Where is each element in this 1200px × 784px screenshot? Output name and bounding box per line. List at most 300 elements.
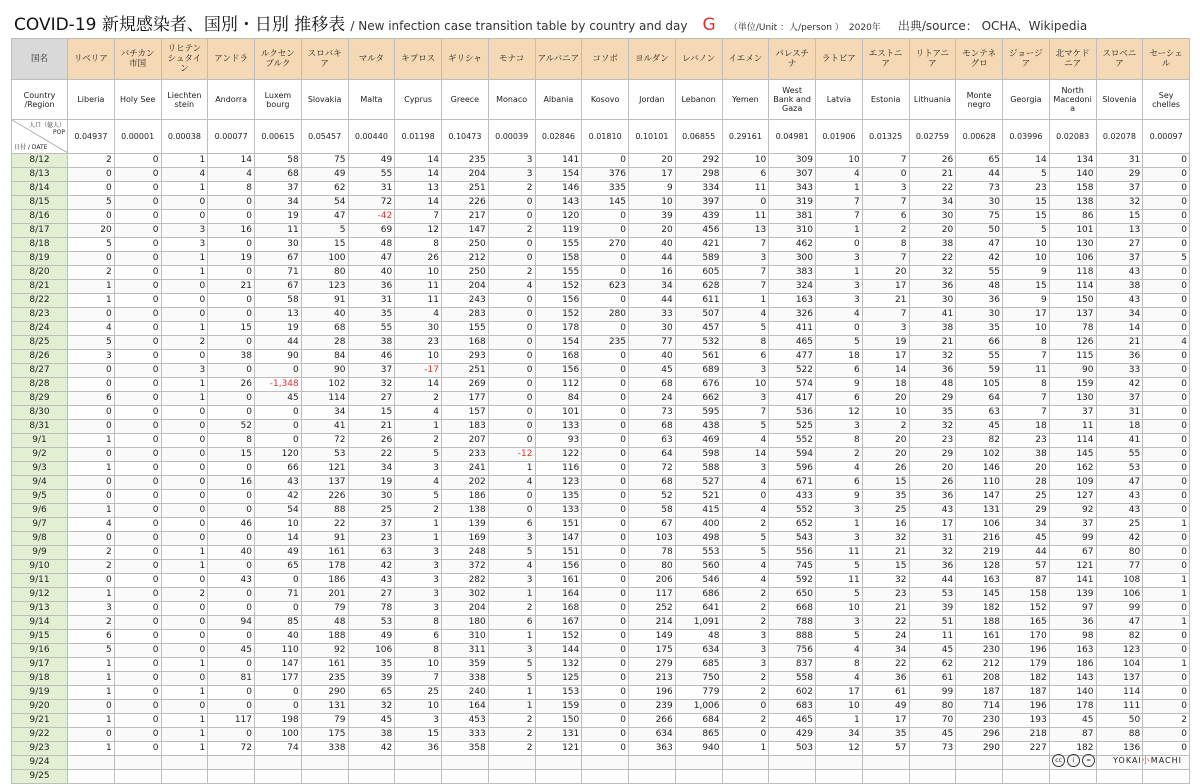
case-cell: 1 [161,546,208,560]
case-cell: 17 [909,518,956,532]
case-cell: 1 [68,658,115,672]
case-cell: 0 [68,574,115,588]
date-cell: 9/11 [12,574,68,588]
case-cell: 65 [255,560,302,574]
case-cell: 0 [488,504,535,518]
case-cell: 29 [909,448,956,462]
case-cell: 26 [909,154,956,168]
case-cell: 0 [208,196,255,210]
case-cell: 30 [395,322,442,336]
case-cell: 0 [208,686,255,700]
case-cell: 15 [348,406,395,420]
case-cell: 11 [816,546,863,560]
case-cell: 82 [1096,630,1143,644]
case-cell: 779 [675,686,722,700]
case-cell [395,756,442,770]
case-cell: 0 [1143,448,1190,462]
case-cell: 3 [816,294,863,308]
case-cell: 168 [535,602,582,616]
case-cell: 114 [301,392,348,406]
case-cell: 226 [301,490,348,504]
case-cell: 63 [629,434,676,448]
case-cell: 186 [301,574,348,588]
case-cell: 536 [769,406,816,420]
case-cell: 196 [1003,644,1050,658]
case-cell: 70 [909,714,956,728]
case-cell: 2 [862,224,909,238]
case-cell: 162 [1049,462,1096,476]
case-cell: 81 [208,672,255,686]
case-cell: 131 [535,728,582,742]
case-cell: 522 [769,364,816,378]
case-cell: 144 [535,644,582,658]
case-cell: 32 [348,700,395,714]
population-cell: 0.00038 [161,120,208,154]
case-cell: 2 [161,588,208,602]
case-cell: 20 [1003,462,1050,476]
case-cell: 36 [909,560,956,574]
case-cell: 23 [348,532,395,546]
case-cell: 6 [488,518,535,532]
case-cell: 67 [1049,546,1096,560]
table-row [12,476,1190,490]
case-cell: 6 [68,392,115,406]
country-name-ja: リヒテンシュタイン [161,39,208,80]
case-cell [862,756,909,770]
case-cell: 17 [629,168,676,182]
case-cell: 114 [1049,434,1096,448]
case-cell: -1,348 [255,378,302,392]
case-cell: 652 [769,518,816,532]
case-cell: 91 [301,294,348,308]
case-cell: 53 [348,616,395,630]
case-cell: 198 [255,714,302,728]
case-cell: 15 [1003,196,1050,210]
case-cell: 0 [582,672,629,686]
case-cell [816,756,863,770]
case-cell: 15 [208,448,255,462]
case-cell: 334 [675,182,722,196]
case-cell: 119 [535,224,582,238]
case-cell: 20 [862,448,909,462]
case-cell: 4 [816,168,863,182]
case-cell: 0 [68,182,115,196]
case-cell: 3 [722,630,769,644]
case-cell: 0 [114,644,161,658]
case-cell: 74 [255,742,302,756]
case-cell: 507 [675,308,722,322]
case-cell: 0 [582,294,629,308]
case-cell: 0 [1143,154,1190,168]
case-cell: 178 [301,560,348,574]
case-cell: 53 [301,448,348,462]
country-name-en: Cyprus [395,80,442,120]
case-cell: 45 [208,644,255,658]
case-cell: 45 [348,714,395,728]
case-cell: 36 [862,672,909,686]
case-cell: 156 [535,364,582,378]
case-cell: 216 [956,532,1003,546]
case-cell: 29 [1003,504,1050,518]
case-cell: 14 [395,168,442,182]
case-cell: 49 [255,546,302,560]
case-cell: 39 [348,672,395,686]
case-cell: 178 [1049,700,1096,714]
case-cell: 1 [68,672,115,686]
case-cell: 8 [816,434,863,448]
case-cell: 300 [769,252,816,266]
table-row [12,350,1190,364]
case-cell: 42 [1096,532,1143,546]
case-cell: 521 [675,490,722,504]
case-cell: 43 [1096,504,1143,518]
table-row [12,490,1190,504]
case-cell: 2 [722,518,769,532]
case-cell [816,770,863,784]
case-cell: 11 [255,224,302,238]
case-cell: 14 [395,196,442,210]
case-cell: 98 [1049,630,1096,644]
case-cell: 155 [535,238,582,252]
case-cell: 20 [909,462,956,476]
case-cell: 15 [208,322,255,336]
case-cell: 30 [255,238,302,252]
case-cell: 7 [1003,406,1050,420]
table-row [12,574,1190,588]
case-cell: 4 [816,308,863,322]
country-name-en: Holy See [114,80,161,120]
case-cell: 164 [535,588,582,602]
case-cell: 38 [909,322,956,336]
case-cell: 546 [675,574,722,588]
table-row [12,392,1190,406]
table-row [12,168,1190,182]
case-cell: 0 [161,518,208,532]
case-cell: 31 [348,182,395,196]
case-cell: 97 [1049,602,1096,616]
case-cell: 55 [348,322,395,336]
case-cell: 1 [1143,518,1190,532]
case-cell: 27 [348,588,395,602]
case-cell: 85 [255,616,302,630]
case-cell: 0 [255,602,302,616]
case-cell: 0 [114,350,161,364]
case-cell [114,770,161,784]
table-row [12,714,1190,728]
case-cell: 1 [161,742,208,756]
infection-table [11,38,1190,784]
case-cell: 0 [582,644,629,658]
case-cell [301,770,348,784]
date-label: 日付 / DATE [14,144,48,151]
case-cell: 47 [956,238,1003,252]
case-cell: 0 [582,742,629,756]
table-row [12,504,1190,518]
case-cell: 0 [1143,546,1190,560]
date-cell: 8/31 [12,420,68,434]
case-cell: 11 [395,294,442,308]
case-cell: 167 [535,616,582,630]
case-cell: 4 [816,462,863,476]
date-cell: 9/6 [12,504,68,518]
case-cell: 22 [909,252,956,266]
case-cell: 102 [301,378,348,392]
date-cell: 8/23 [12,308,68,322]
date-cell: 8/17 [12,224,68,238]
case-cell: 0 [208,630,255,644]
population-cell: 0.00077 [208,120,255,154]
case-cell: 0 [582,686,629,700]
table-row [12,532,1190,546]
case-cell: 108 [1096,574,1143,588]
case-cell: 683 [769,700,816,714]
case-cell: 532 [675,336,722,350]
case-cell: 72 [208,742,255,756]
case-cell: 0 [208,308,255,322]
date-cell: 8/26 [12,350,68,364]
case-cell: 0 [255,406,302,420]
country-name-en: Slovakia [301,80,348,120]
country-name-ja: マルタ [348,39,395,80]
case-cell: 3 [68,350,115,364]
case-cell: 36 [909,490,956,504]
case-cell: 2 [862,420,909,434]
table-row [12,238,1190,252]
country-name-en: Estonia [862,80,909,120]
table-row [12,210,1190,224]
case-cell: 319 [769,196,816,210]
date-cell: 8/19 [12,252,68,266]
population-cell: 0.02078 [1096,120,1143,154]
case-cell: 1 [68,462,115,476]
case-cell: 21 [909,336,956,350]
case-cell: 3 [816,532,863,546]
case-cell: 310 [769,224,816,238]
case-cell: 0 [1143,406,1190,420]
case-cell: 457 [675,322,722,336]
case-cell: 0 [582,266,629,280]
case-cell: 1 [488,588,535,602]
case-cell: 338 [442,672,489,686]
case-cell: 126 [1049,336,1096,350]
case-cell: 671 [769,476,816,490]
case-cell: 46 [208,518,255,532]
case-cell: 138 [1049,196,1096,210]
case-cell: 1 [395,518,442,532]
case-cell: 0 [208,602,255,616]
population-cell: 0.10473 [442,120,489,154]
case-cell [348,756,395,770]
case-cell: 9 [629,182,676,196]
case-cell: 383 [769,266,816,280]
case-cell: 750 [675,672,722,686]
case-cell: 477 [769,350,816,364]
case-cell: 3 [816,616,863,630]
case-cell: 230 [956,714,1003,728]
case-cell: 0 [114,266,161,280]
case-cell: 67 [255,252,302,266]
case-cell: 31 [348,294,395,308]
case-cell: 44 [909,574,956,588]
case-cell: 1 [161,686,208,700]
country-name-en: Lebanon [675,80,722,120]
case-cell: 11 [816,574,863,588]
case-cell: 0 [114,630,161,644]
case-cell: 86 [1049,210,1096,224]
date-cell: 9/7 [12,518,68,532]
case-cell: 0 [114,714,161,728]
case-cell: 10 [816,602,863,616]
case-cell: 235 [582,336,629,350]
case-cell: 110 [255,644,302,658]
case-cell: 23 [395,336,442,350]
by-icon: i [1067,754,1080,767]
case-cell: 3 [722,658,769,672]
case-cell: 55 [956,266,1003,280]
case-cell: 0 [68,168,115,182]
case-cell: 43 [1096,294,1143,308]
case-cell: 15 [1003,210,1050,224]
case-cell: 3 [488,168,535,182]
case-cell: 0 [161,280,208,294]
case-cell: 14 [862,364,909,378]
case-cell: 686 [675,588,722,602]
case-cell: 106 [348,644,395,658]
case-cell: 157 [442,406,489,420]
population-cell: 0.04937 [68,120,115,154]
case-cell: 0 [161,532,208,546]
case-cell: 5 [816,630,863,644]
case-cell: 218 [1003,728,1050,742]
case-cell: 219 [956,546,1003,560]
case-cell: 0 [582,378,629,392]
case-cell: 72 [629,462,676,476]
case-cell: 49 [348,630,395,644]
case-cell: 2 [722,686,769,700]
country-name-en: Slovenia [1096,80,1143,120]
case-cell: 6 [488,616,535,630]
case-cell: 0 [255,420,302,434]
case-cell: 29 [909,392,956,406]
case-cell: 0 [722,490,769,504]
case-cell: 1 [488,700,535,714]
case-cell: 0 [582,434,629,448]
case-cell: 32 [909,266,956,280]
case-cell: 187 [1003,686,1050,700]
case-cell: 0 [582,154,629,168]
case-cell: 11 [909,630,956,644]
case-cell: 17 [816,686,863,700]
case-cell: 158 [1003,588,1050,602]
population-cell: 0.10101 [629,120,676,154]
case-cell: 3 [722,364,769,378]
case-cell: 55 [348,168,395,182]
case-cell: 24 [629,392,676,406]
case-cell: 0 [208,728,255,742]
case-cell: 50 [956,224,1003,238]
case-cell: 37 [348,364,395,378]
case-cell: 0 [208,588,255,602]
date-cell: 8/13 [12,168,68,182]
case-cell: 35 [348,658,395,672]
case-cell: 15 [395,728,442,742]
date-cell: 8/22 [12,294,68,308]
case-cell: 0 [582,364,629,378]
case-cell: 372 [442,560,489,574]
case-cell: 3 [395,462,442,476]
country-name-en: Latvia [816,80,863,120]
case-cell: 36 [909,280,956,294]
case-cell: 0 [582,322,629,336]
case-cell: 143 [535,196,582,210]
case-cell: 61 [909,672,956,686]
case-cell: 0 [114,686,161,700]
case-cell: 0 [255,364,302,378]
case-cell: 38 [348,728,395,742]
case-cell: 36 [395,742,442,756]
case-cell: 14 [395,378,442,392]
pop-label: 人口（億人） POP [28,122,65,136]
case-cell: 4 [68,518,115,532]
case-cell: -17 [395,364,442,378]
case-cell: 131 [301,700,348,714]
case-cell: 3 [161,224,208,238]
case-cell: 17 [862,350,909,364]
creative-commons-icons [1052,754,1095,767]
case-cell: 1 [161,182,208,196]
table-row [12,518,1190,532]
case-cell: 150 [535,714,582,728]
date-cell: 9/12 [12,588,68,602]
case-cell: 0 [582,616,629,630]
case-cell: 44 [956,168,1003,182]
header-row-population [12,120,1190,154]
case-cell: 68 [629,378,676,392]
case-cell: 0 [582,532,629,546]
case-cell: 309 [769,154,816,168]
case-cell: 35 [862,490,909,504]
case-cell: 121 [535,742,582,756]
case-cell: 9 [1003,294,1050,308]
case-cell: 23 [1003,434,1050,448]
case-cell: 14 [395,154,442,168]
case-cell: 12 [816,406,863,420]
case-cell: 358 [442,742,489,756]
case-cell: 0 [161,672,208,686]
case-cell: 109 [1049,476,1096,490]
case-cell: 112 [535,378,582,392]
case-cell: 0 [68,308,115,322]
case-cell: 0 [114,224,161,238]
date-cell: 9/5 [12,490,68,504]
date-cell: 9/17 [12,658,68,672]
case-cell: 11 [722,182,769,196]
case-cell: 4 [395,308,442,322]
date-cell: 8/30 [12,406,68,420]
case-cell: 31 [1096,154,1143,168]
case-cell: 5 [722,322,769,336]
case-cell: 152 [1003,602,1050,616]
case-cell [161,770,208,784]
case-cell: 1 [161,378,208,392]
case-cell: 41 [1096,434,1143,448]
case-cell: 235 [301,672,348,686]
case-cell: 0 [161,420,208,434]
case-cell: 94 [208,616,255,630]
page-subtitle: / New infection case transition table by country and day [350,19,688,33]
case-cell: 42 [1096,378,1143,392]
case-cell: 145 [956,588,1003,602]
